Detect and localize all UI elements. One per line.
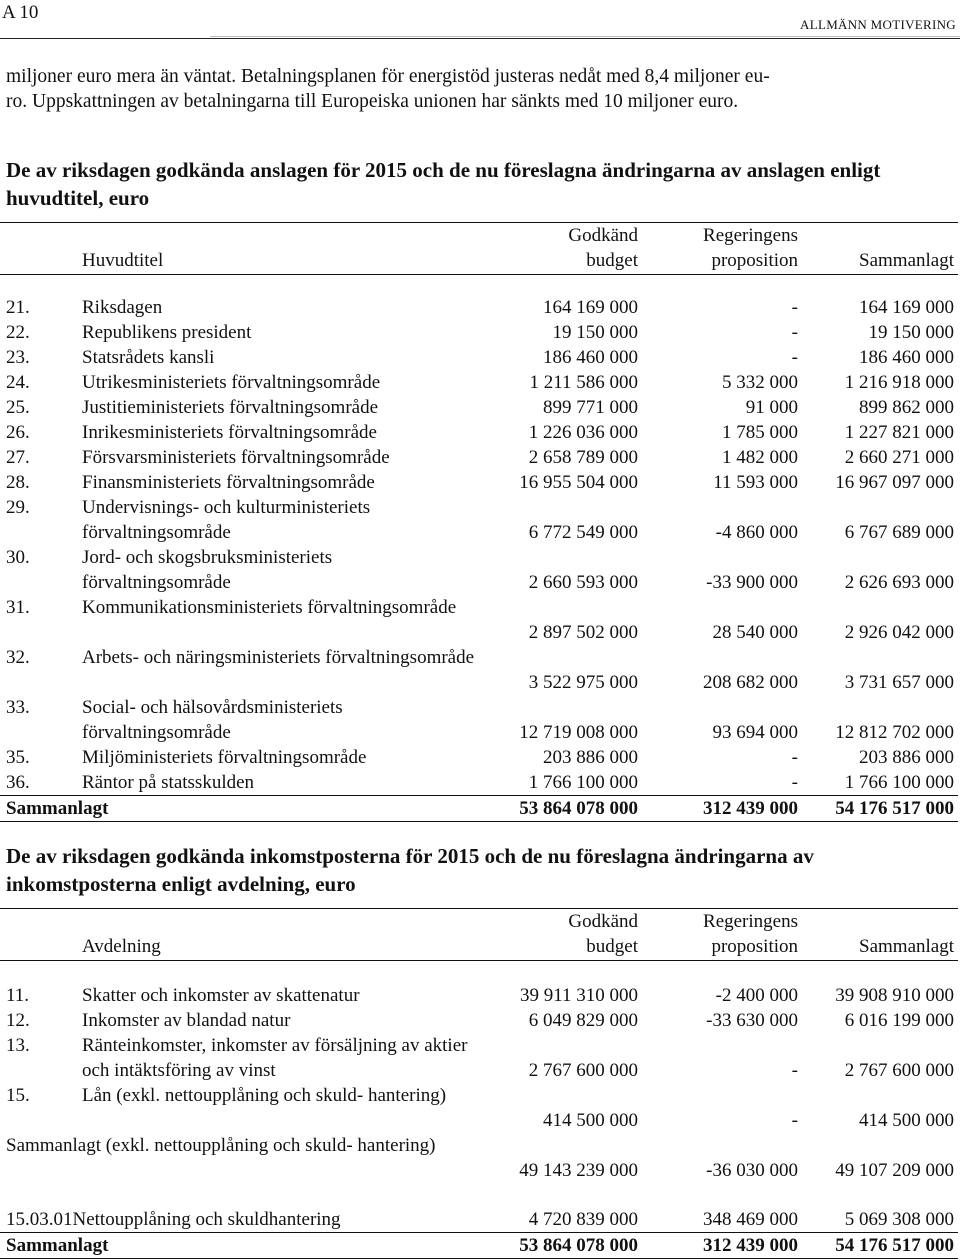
row-number: 29. <box>6 497 30 518</box>
row-number: 13. <box>6 1035 30 1056</box>
row-label: Miljöministeriets förvaltningsområde <box>82 747 367 768</box>
row-number: 28. <box>6 472 30 493</box>
col-header-budget-bottom: budget <box>586 936 638 957</box>
row-number: 24. <box>6 372 30 393</box>
row-proposition: 208 682 000 <box>703 672 798 693</box>
table-bottom-rule <box>0 1258 958 1259</box>
row-label: Statsrådets kansli <box>82 347 215 368</box>
col-header-budget-top: Godkänd <box>568 225 638 246</box>
row-label: Utrikesministeriets förvaltningsområde <box>82 372 381 393</box>
row-budget: 6 772 549 000 <box>528 522 638 543</box>
row-label: Jord- och skogsbruksministeriets förvaltningsområde <box>82 547 333 593</box>
subtotal-sum: 49 107 209 000 <box>835 1160 954 1181</box>
row-label: Inrikesministeriets förvaltningsområde <box>82 422 377 443</box>
row-proposition: - <box>791 1110 798 1131</box>
row-number: 26. <box>6 422 30 443</box>
table-row <box>0 545 958 595</box>
row-sum: 186 460 000 <box>859 347 954 368</box>
total-sum: 54 176 517 000 <box>835 798 954 819</box>
row-label: Justitieministeriets förvaltningsområde <box>82 397 379 418</box>
net-borrowing-budget: 4 720 839 000 <box>528 1209 638 1230</box>
intro-line: ro. Uppskattningen av betalningarna till Europeiska unionen har sänkts med 10 miljoner euro. <box>6 91 739 112</box>
row-budget: 186 460 000 <box>543 347 638 368</box>
row-sum: 164 169 000 <box>859 297 954 318</box>
table-row <box>0 745 958 770</box>
col-header-avdelning: Avdelning <box>82 936 161 957</box>
row-label: Räntor på statsskulden <box>82 772 255 793</box>
row-label: Skatter och inkomster av skattenatur <box>82 985 360 1006</box>
table-row <box>0 983 958 1008</box>
row-label: Social- och hälsovårdsministeriets förvaltningsområde <box>82 697 343 743</box>
row-budget: 164 169 000 <box>543 297 638 318</box>
row-budget: 414 500 000 <box>543 1110 638 1131</box>
row-proposition: 28 540 000 <box>712 622 798 643</box>
row-budget: 899 771 000 <box>543 397 638 418</box>
row-number: 31. <box>6 597 30 618</box>
total-budget: 53 864 078 000 <box>519 798 638 819</box>
row-sum: 3 731 657 000 <box>844 672 954 693</box>
row-proposition: - <box>791 347 798 368</box>
table2-title: De av riksdagen godkända inkomstposterna för 2015 och de nu föreslagna ändringarna av inkomstposterna enligt avdelning, euro <box>6 844 814 896</box>
table-body <box>0 983 958 1133</box>
table-row <box>0 1033 958 1083</box>
row-budget: 203 886 000 <box>543 747 638 768</box>
col-header-prop-top: Regeringens <box>703 911 798 932</box>
col-header-total: Sammanlagt <box>859 250 954 271</box>
table-row <box>0 370 958 395</box>
table-row <box>0 470 958 495</box>
total-label: Sammanlagt <box>6 1235 109 1256</box>
row-sum: 16 967 097 000 <box>835 472 954 493</box>
page-number: A 10 <box>2 2 39 23</box>
table-header <box>0 223 958 273</box>
row-proposition: 91 000 <box>745 397 798 418</box>
net-borrowing-proposition: 348 469 000 <box>703 1209 798 1230</box>
intro-paragraph <box>6 64 956 114</box>
row-budget: 2 767 600 000 <box>528 1060 638 1081</box>
col-header-budget-top: Godkänd <box>568 911 638 932</box>
row-budget: 2 660 593 000 <box>528 572 638 593</box>
total-label: Sammanlagt <box>6 798 109 819</box>
row-sum: 899 862 000 <box>859 397 954 418</box>
table-row <box>0 645 958 695</box>
row-label: Inkomster av blandad natur <box>82 1010 291 1031</box>
row-number: 11. <box>6 985 30 1006</box>
row-number: 32. <box>6 647 30 668</box>
intro-line: miljoner euro mera än väntat. Betalningsplanen för energistöd justeras nedåt med 8,4 miljoner eu- <box>6 66 770 87</box>
net-borrowing-sum: 5 069 308 000 <box>844 1209 954 1230</box>
row-budget: 3 522 975 000 <box>528 672 638 693</box>
table-header <box>0 909 958 959</box>
row-sum: 414 500 000 <box>859 1110 954 1131</box>
subtotal-row <box>0 1133 958 1183</box>
row-number: 35. <box>6 747 30 768</box>
col-header-total: Sammanlagt <box>859 936 954 957</box>
row-budget: 39 911 310 000 <box>519 985 638 1006</box>
row-proposition: 11 593 000 <box>713 472 798 493</box>
row-budget: 1 766 100 000 <box>528 772 638 793</box>
row-sum: 2 626 693 000 <box>844 572 954 593</box>
row-label: Undervisnings- och kulturministeriets förvaltningsområde <box>82 497 371 543</box>
row-proposition: -2 400 000 <box>715 985 798 1006</box>
row-label: Lån (exkl. nettoupplåning och skuld- hantering) <box>82 1085 447 1106</box>
total-sum: 54 176 517 000 <box>835 1235 954 1256</box>
row-proposition: - <box>791 322 798 343</box>
net-borrowing-label: 15.03.01Nettoupplåning och skuldhantering <box>6 1209 341 1230</box>
subtotal-label: Sammanlagt (exkl. nettoupplåning och skuld- hantering) <box>6 1135 436 1156</box>
table1-title: De av riksdagen godkända anslagen för 2015 och de nu föreslagna ändringarna av anslagen enligt huvudtitel, euro <box>6 158 881 210</box>
revenue-table <box>0 908 958 1259</box>
row-sum: 203 886 000 <box>859 747 954 768</box>
header-rule <box>0 38 960 39</box>
header-rule-light <box>210 36 960 37</box>
row-budget: 2 658 789 000 <box>528 447 638 468</box>
total-row <box>0 796 958 821</box>
row-sum: 2 767 600 000 <box>844 1060 954 1081</box>
row-label: Försvarsministeriets förvaltningsområde <box>82 447 390 468</box>
row-number: 33. <box>6 697 30 718</box>
row-budget: 1 226 036 000 <box>528 422 638 443</box>
row-number: 22. <box>6 322 30 343</box>
table-row <box>0 1083 958 1133</box>
table-header-rule <box>0 960 958 961</box>
total-proposition: 312 439 000 <box>703 1235 798 1256</box>
row-budget: 16 955 504 000 <box>519 472 638 493</box>
total-row <box>0 1233 958 1258</box>
total-budget: 53 864 078 000 <box>519 1235 638 1256</box>
row-sum: 39 908 910 000 <box>835 985 954 1006</box>
row-proposition: - <box>791 1060 798 1081</box>
table-row <box>0 695 958 745</box>
row-sum: 1 227 821 000 <box>844 422 954 443</box>
row-proposition: -4 860 000 <box>715 522 798 543</box>
net-borrowing-row <box>0 1207 958 1232</box>
row-label: Finansministeriets förvaltningsområde <box>82 472 375 493</box>
row-proposition: - <box>791 747 798 768</box>
col-header-prop-bottom: proposition <box>711 936 798 957</box>
subtotal-proposition: -36 030 000 <box>706 1160 798 1181</box>
table-row <box>0 395 958 420</box>
row-number: 21. <box>6 297 30 318</box>
total-proposition: 312 439 000 <box>703 798 798 819</box>
subtotal-budget: 49 143 239 000 <box>519 1160 638 1181</box>
row-sum: 1 216 918 000 <box>844 372 954 393</box>
row-sum: 1 766 100 000 <box>844 772 954 793</box>
row-proposition: 93 694 000 <box>712 722 798 743</box>
row-number: 30. <box>6 547 30 568</box>
row-proposition: -33 900 000 <box>706 572 798 593</box>
appropriations-table <box>0 222 958 822</box>
row-budget: 6 049 829 000 <box>528 1010 638 1031</box>
row-sum: 6 016 199 000 <box>844 1010 954 1031</box>
table-row <box>0 1008 958 1033</box>
row-budget: 19 150 000 <box>552 322 638 343</box>
table-row <box>0 345 958 370</box>
table-bottom-rule <box>0 821 958 822</box>
row-sum: 19 150 000 <box>868 322 954 343</box>
row-proposition: - <box>791 772 798 793</box>
row-sum: 2 660 271 000 <box>844 447 954 468</box>
row-sum: 12 812 702 000 <box>835 722 954 743</box>
table-row <box>0 295 958 320</box>
table-row <box>0 595 958 645</box>
table-row <box>0 495 958 545</box>
row-number: 15. <box>6 1085 30 1106</box>
row-sum: 6 767 689 000 <box>844 522 954 543</box>
row-number: 23. <box>6 347 30 368</box>
row-label: Ränteinkomster, inkomster av försäljning av aktier och intäktsföring av vinst <box>82 1035 468 1081</box>
page-header <box>0 0 960 40</box>
row-label: Arbets- och näringsministeriets förvaltningsområde <box>82 647 475 668</box>
table-body <box>0 295 958 795</box>
table-row <box>0 445 958 470</box>
row-budget: 2 897 502 000 <box>528 622 638 643</box>
row-budget: 1 211 586 000 <box>529 372 638 393</box>
row-proposition: -33 630 000 <box>706 1010 798 1031</box>
col-header-prop-bottom: proposition <box>711 250 798 271</box>
row-label: Republikens president <box>82 322 252 343</box>
row-number: 12. <box>6 1010 30 1031</box>
row-budget: 12 719 008 000 <box>519 722 638 743</box>
row-number: 36. <box>6 772 30 793</box>
table-row <box>0 320 958 345</box>
table-row <box>0 420 958 445</box>
col-header-prop-top: Regeringens <box>703 225 798 246</box>
row-number: 25. <box>6 397 30 418</box>
col-header-huvudtitel: Huvudtitel <box>82 250 164 271</box>
row-proposition: - <box>791 297 798 318</box>
running-head: ALLMÄNN MOTIVERING <box>800 17 956 32</box>
table-row <box>0 770 958 795</box>
row-proposition: 5 332 000 <box>722 372 798 393</box>
row-number: 27. <box>6 447 30 468</box>
row-proposition: 1 785 000 <box>722 422 798 443</box>
col-header-budget-bottom: budget <box>586 250 638 271</box>
row-sum: 2 926 042 000 <box>844 622 954 643</box>
table-header-rule <box>0 274 958 275</box>
row-label: Kommunikationsministeriets förvaltningsområde <box>82 597 457 618</box>
row-proposition: 1 482 000 <box>722 447 798 468</box>
row-label: Riksdagen <box>82 297 163 318</box>
